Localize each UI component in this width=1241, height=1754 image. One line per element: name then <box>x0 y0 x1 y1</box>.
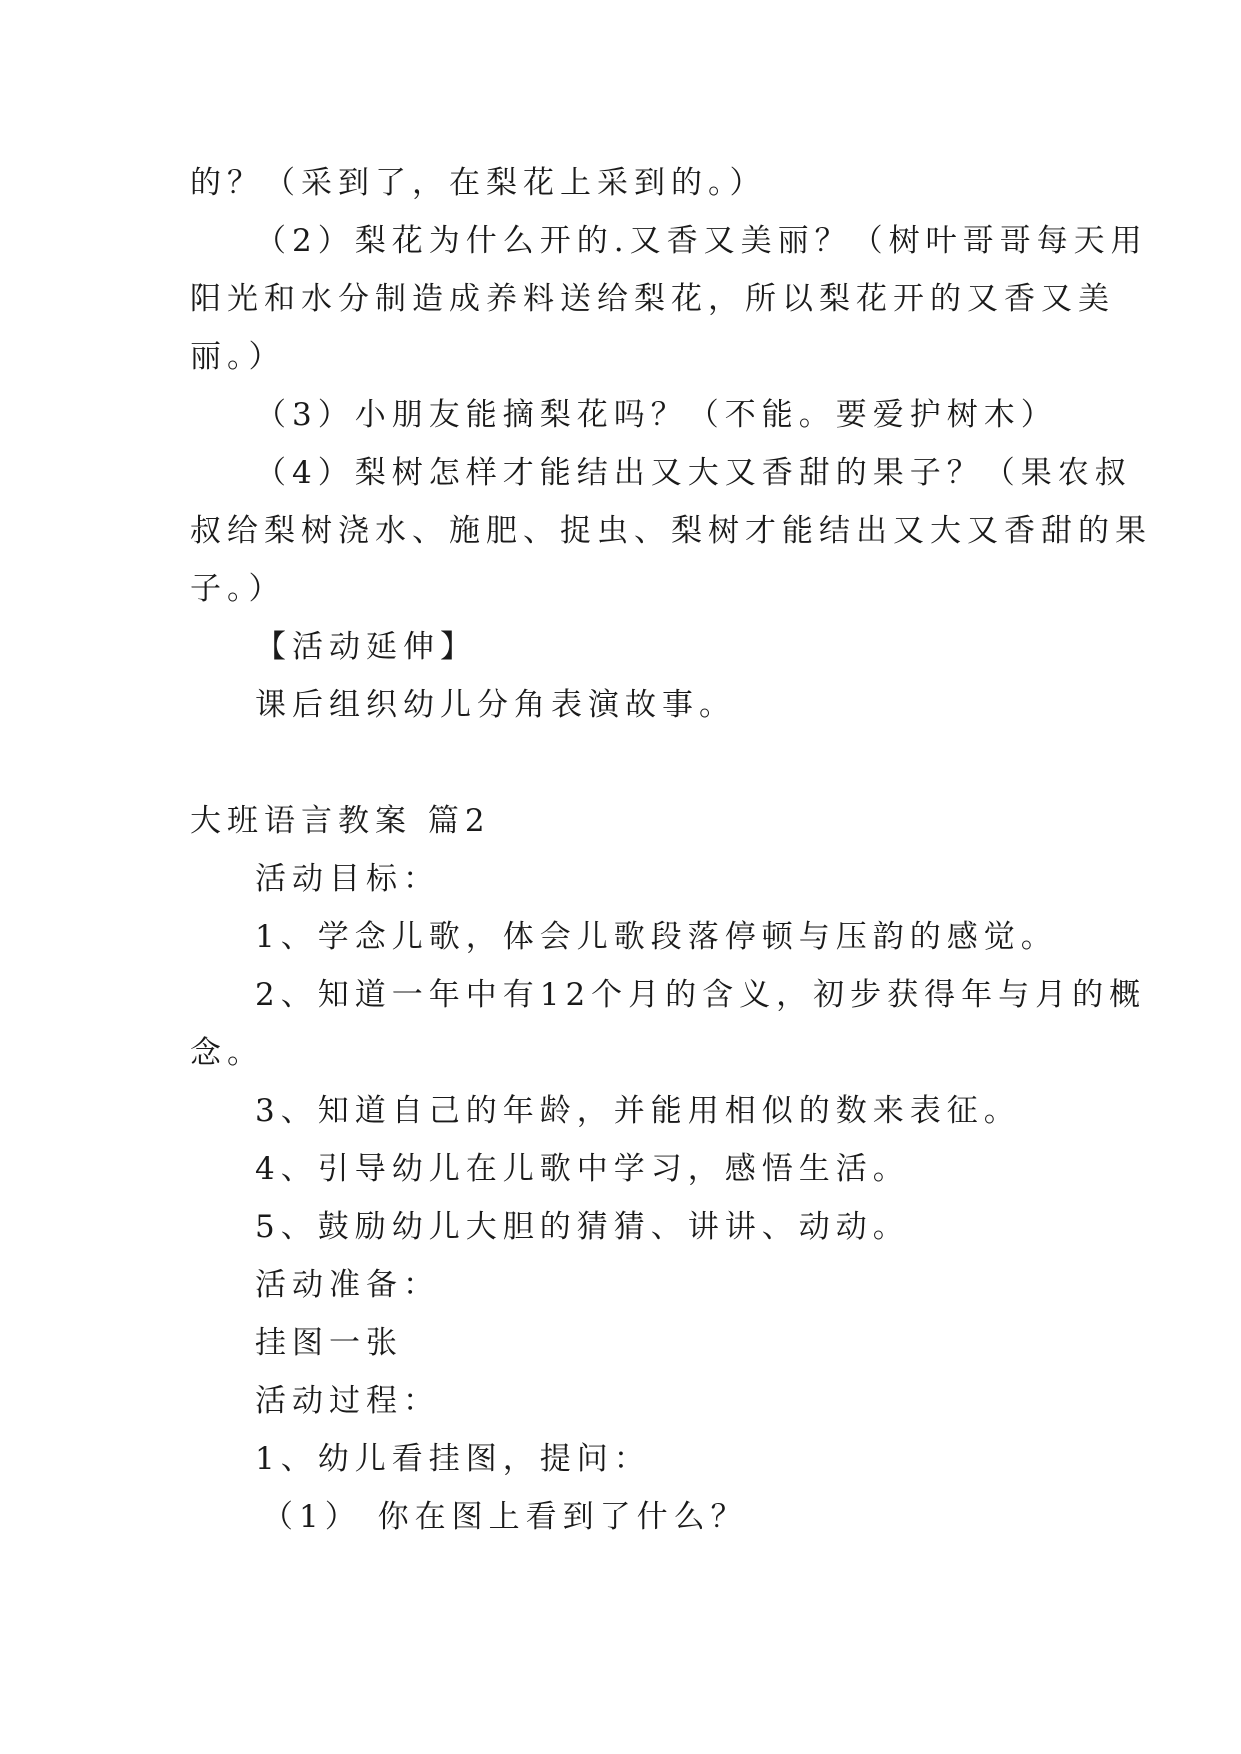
subheading: 活动目标： <box>255 861 440 897</box>
text-line: 丽。） <box>190 339 286 375</box>
list-item: 1、学念儿歌，体会儿歌段落停顿与压韵的感觉。 <box>255 919 1058 955</box>
text-line: 子。） <box>190 571 286 607</box>
subheading: 活动准备： <box>255 1267 440 1303</box>
list-item: 1、幼儿看挂图，提问： <box>255 1441 651 1477</box>
list-item: （1） 你在图上看到了什么？ <box>262 1499 748 1535</box>
section-heading: 【活动延伸】 <box>255 629 477 665</box>
text-line: （4）梨树怎样才能结出又大又香甜的果子？（果农叔 <box>255 455 1132 491</box>
text-line: 叔给梨树浇水、施肥、捉虫、梨树才能结出又大又香甜的果 <box>190 513 1152 549</box>
text-line: （3）小朋友能摘梨花吗？（不能。要爱护树木） <box>255 397 1058 433</box>
subheading: 活动过程： <box>255 1383 440 1419</box>
list-item: 5、鼓励幼儿大胆的猜猜、讲讲、动动。 <box>255 1209 910 1245</box>
list-item: 2、知道一年中有12个月的含义，初步获得年与月的概 <box>255 977 1147 1013</box>
text-line: 挂图一张 <box>255 1325 403 1361</box>
text-line: 念。 <box>190 1035 264 1071</box>
list-item: 4、引导幼儿在儿歌中学习，感悟生活。 <box>255 1151 910 1187</box>
text-line: 课后组织幼儿分角表演故事。 <box>255 687 736 723</box>
list-item: 3、知道自己的年龄，并能用相似的数来表征。 <box>255 1093 1021 1129</box>
text-line: 阳光和水分制造成养料送给梨花，所以梨花开的又香又美 <box>190 281 1115 317</box>
text-line: 的？（采到了，在梨花上采到的。） <box>190 165 767 201</box>
text-line: （2）梨花为什么开的.又香又美丽？（树叶哥哥每天用 <box>255 223 1148 259</box>
article-title: 大班语言教案 篇2 <box>190 803 491 839</box>
